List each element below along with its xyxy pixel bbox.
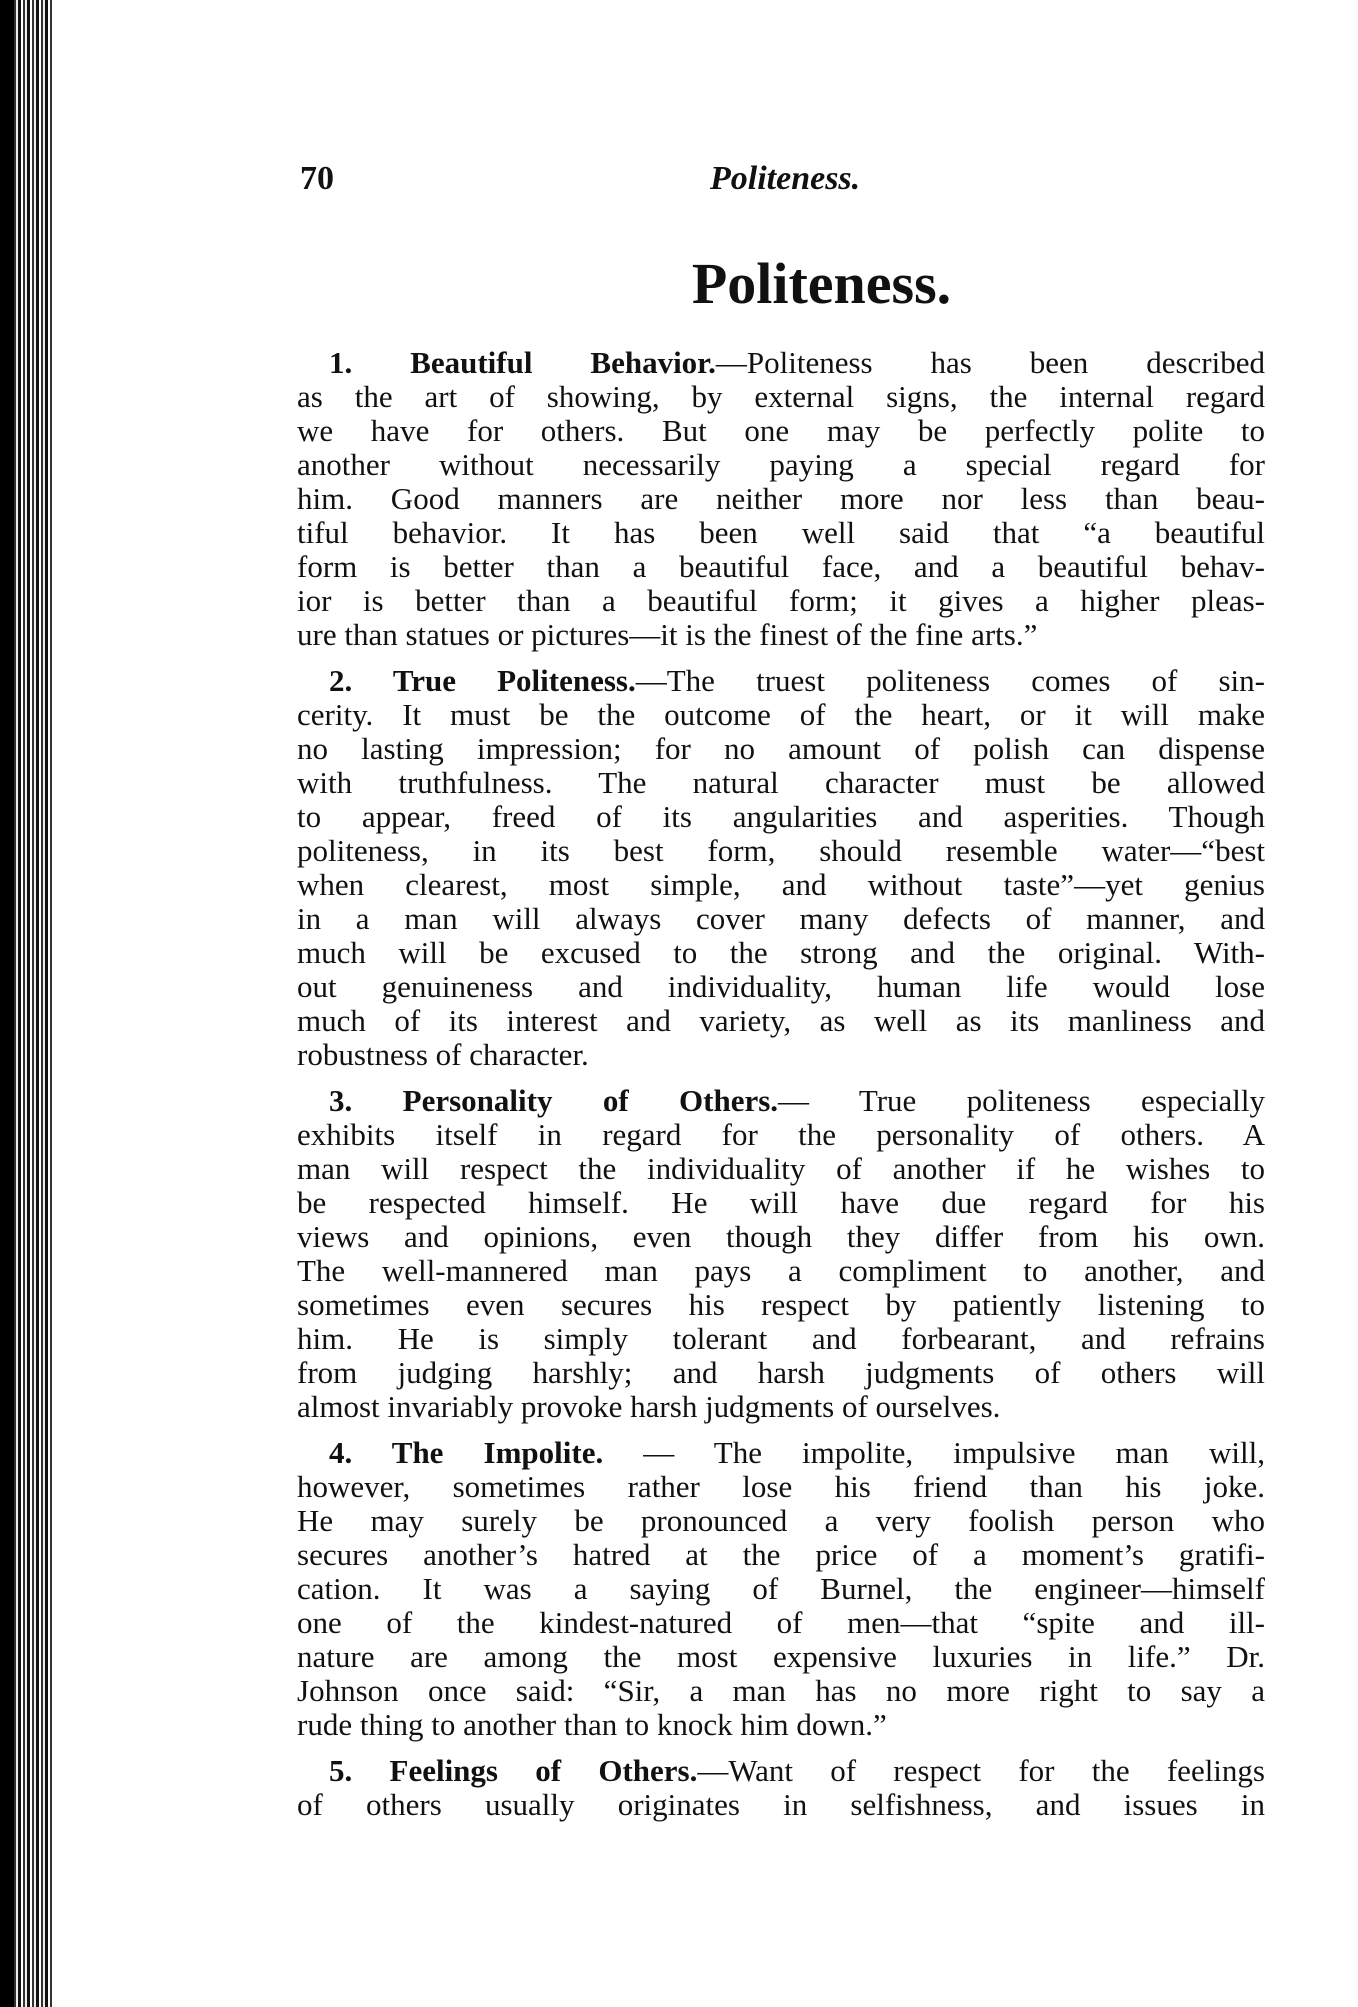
text-line (297, 1390, 1265, 1424)
line-text: of others usually originates in selfishness, and issues in (297, 1787, 1265, 1822)
text-line (297, 970, 1265, 1004)
line-text: when clearest, most simple, and without taste”—yet genius (297, 867, 1265, 902)
text-line (297, 732, 1265, 766)
text-line (297, 1038, 1265, 1072)
paragraph (297, 346, 1265, 652)
text-line (297, 380, 1265, 414)
line-text: him. He is simply tolerant and forbearant, and refrains (297, 1321, 1265, 1356)
paragraph-heading: 4. The Impolite. (329, 1435, 604, 1470)
text-line (297, 1220, 1265, 1254)
text-line (297, 1356, 1265, 1390)
paragraph (297, 1084, 1265, 1424)
line-text: him. Good manners are neither more nor less than beau- (297, 481, 1265, 516)
text-line (297, 1004, 1265, 1038)
line-text: from judging harshly; and harsh judgments of others will (297, 1355, 1265, 1390)
line-text: much of its interest and variety, as well as its manliness and (297, 1003, 1265, 1038)
paragraph (297, 664, 1265, 1072)
running-title: Politeness. (710, 160, 861, 197)
line-text: form is better than a beautiful face, and a beautiful behav- (297, 549, 1265, 584)
line-text: —Want of respect for the feelings (697, 1753, 1265, 1788)
text-line (297, 1254, 1265, 1288)
line-text: Johnson once said: “Sir, a man has no more right to say a (297, 1673, 1265, 1708)
line-text: —Politeness has been described (715, 345, 1265, 380)
line-text: The well-mannered man pays a compliment to another, and (297, 1253, 1265, 1288)
text-line (297, 1606, 1265, 1640)
line-text: be respected himself. He will have due regard for his (297, 1185, 1265, 1220)
line-text: out genuineness and individuality, human life would lose (297, 969, 1265, 1004)
text-line (297, 482, 1265, 516)
text-line (297, 1572, 1265, 1606)
line-text: man will respect the individuality of another if he wishes to (297, 1151, 1265, 1186)
page-body (297, 346, 1265, 1834)
line-text: however, sometimes rather lose his friend than his joke. (297, 1469, 1265, 1504)
page-number: 70 (300, 160, 334, 197)
text-line (297, 1118, 1265, 1152)
text-line (297, 1322, 1265, 1356)
text-line (297, 1186, 1265, 1220)
text-line (297, 1288, 1265, 1322)
text-line (297, 698, 1265, 732)
line-text: to appear, freed of its angularities and asperities. Though (297, 799, 1265, 834)
line-text: one of the kindest-natured of men—that “spite and ill- (297, 1605, 1265, 1640)
text-line (297, 664, 1265, 698)
line-text: robustness of character. (297, 1037, 589, 1072)
text-line (297, 1436, 1265, 1470)
line-text: in a man will always cover many defects of manner, and (297, 901, 1265, 936)
line-text: cerity. It must be the outcome of the heart, or it will make (297, 697, 1265, 732)
text-line (297, 584, 1265, 618)
text-line (297, 414, 1265, 448)
paragraph (297, 1754, 1265, 1822)
text-line (297, 1674, 1265, 1708)
text-line (297, 766, 1265, 800)
line-text: much will be excused to the strong and the original. With- (297, 935, 1265, 970)
text-line (297, 346, 1265, 380)
paragraph-heading: 5. Feelings of Others. (329, 1753, 698, 1788)
text-line (297, 868, 1265, 902)
text-line (297, 618, 1265, 652)
paragraph (297, 1436, 1265, 1742)
line-text: with truthfulness. The natural character must be allowed (297, 765, 1265, 800)
paragraph-heading: 1. Beautiful Behavior. (329, 345, 716, 380)
line-text: politeness, in its best form, should resemble water—“best (297, 833, 1265, 868)
line-text: almost invariably provoke harsh judgments of ourselves. (297, 1389, 1001, 1424)
line-text: — True politeness especially (778, 1083, 1265, 1118)
line-text: nature are among the most expensive luxuries in life.” Dr. (297, 1639, 1265, 1674)
text-line (297, 448, 1265, 482)
line-text: cation. It was a saying of Burnel, the engineer—himself (297, 1571, 1265, 1606)
text-line (297, 1152, 1265, 1186)
text-line (297, 1708, 1265, 1742)
text-line (297, 1470, 1265, 1504)
line-text: exhibits itself in regard for the personality of others. A (297, 1117, 1265, 1152)
text-line (297, 1084, 1265, 1118)
paragraph-heading: 2. True Politeness. (329, 663, 636, 698)
line-text: no lasting impression; for no amount of polish can dispense (297, 731, 1265, 766)
text-line (297, 1504, 1265, 1538)
line-text: — The impolite, impulsive man will, (603, 1435, 1265, 1470)
text-line (297, 550, 1265, 584)
line-text: —The truest politeness comes of sin- (635, 663, 1265, 698)
line-text: another without necessarily paying a special regard for (297, 447, 1265, 482)
line-text: secures another’s hatred at the price of a moment’s gratifi- (297, 1537, 1265, 1572)
line-text: sometimes even secures his respect by patiently listening to (297, 1287, 1265, 1322)
line-text: views and opinions, even though they differ from his own. (297, 1219, 1265, 1254)
text-line (297, 834, 1265, 868)
line-text: ior is better than a beautiful form; it gives a higher pleas- (297, 583, 1265, 618)
line-text: tiful behavior. It has been well said that “a beautiful (297, 515, 1265, 550)
text-line (297, 902, 1265, 936)
text-line (297, 516, 1265, 550)
text-line (297, 1788, 1265, 1822)
text-line (297, 1754, 1265, 1788)
line-text: ure than statues or pictures—it is the finest of the fine arts.” (297, 617, 1038, 652)
text-line (297, 1538, 1265, 1572)
text-line (297, 936, 1265, 970)
line-text: as the art of showing, by external signs, the internal regard (297, 379, 1265, 414)
text-line (297, 1640, 1265, 1674)
line-text: rude thing to another than to knock him down.” (297, 1707, 887, 1742)
chapter-title: Politeness. (691, 251, 952, 316)
paragraph-heading: 3. Personality of Others. (329, 1083, 779, 1118)
line-text: He may surely be pronounced a very foolish person who (297, 1503, 1265, 1538)
line-text: we have for others. But one may be perfectly polite to (297, 413, 1265, 448)
text-line (297, 800, 1265, 834)
